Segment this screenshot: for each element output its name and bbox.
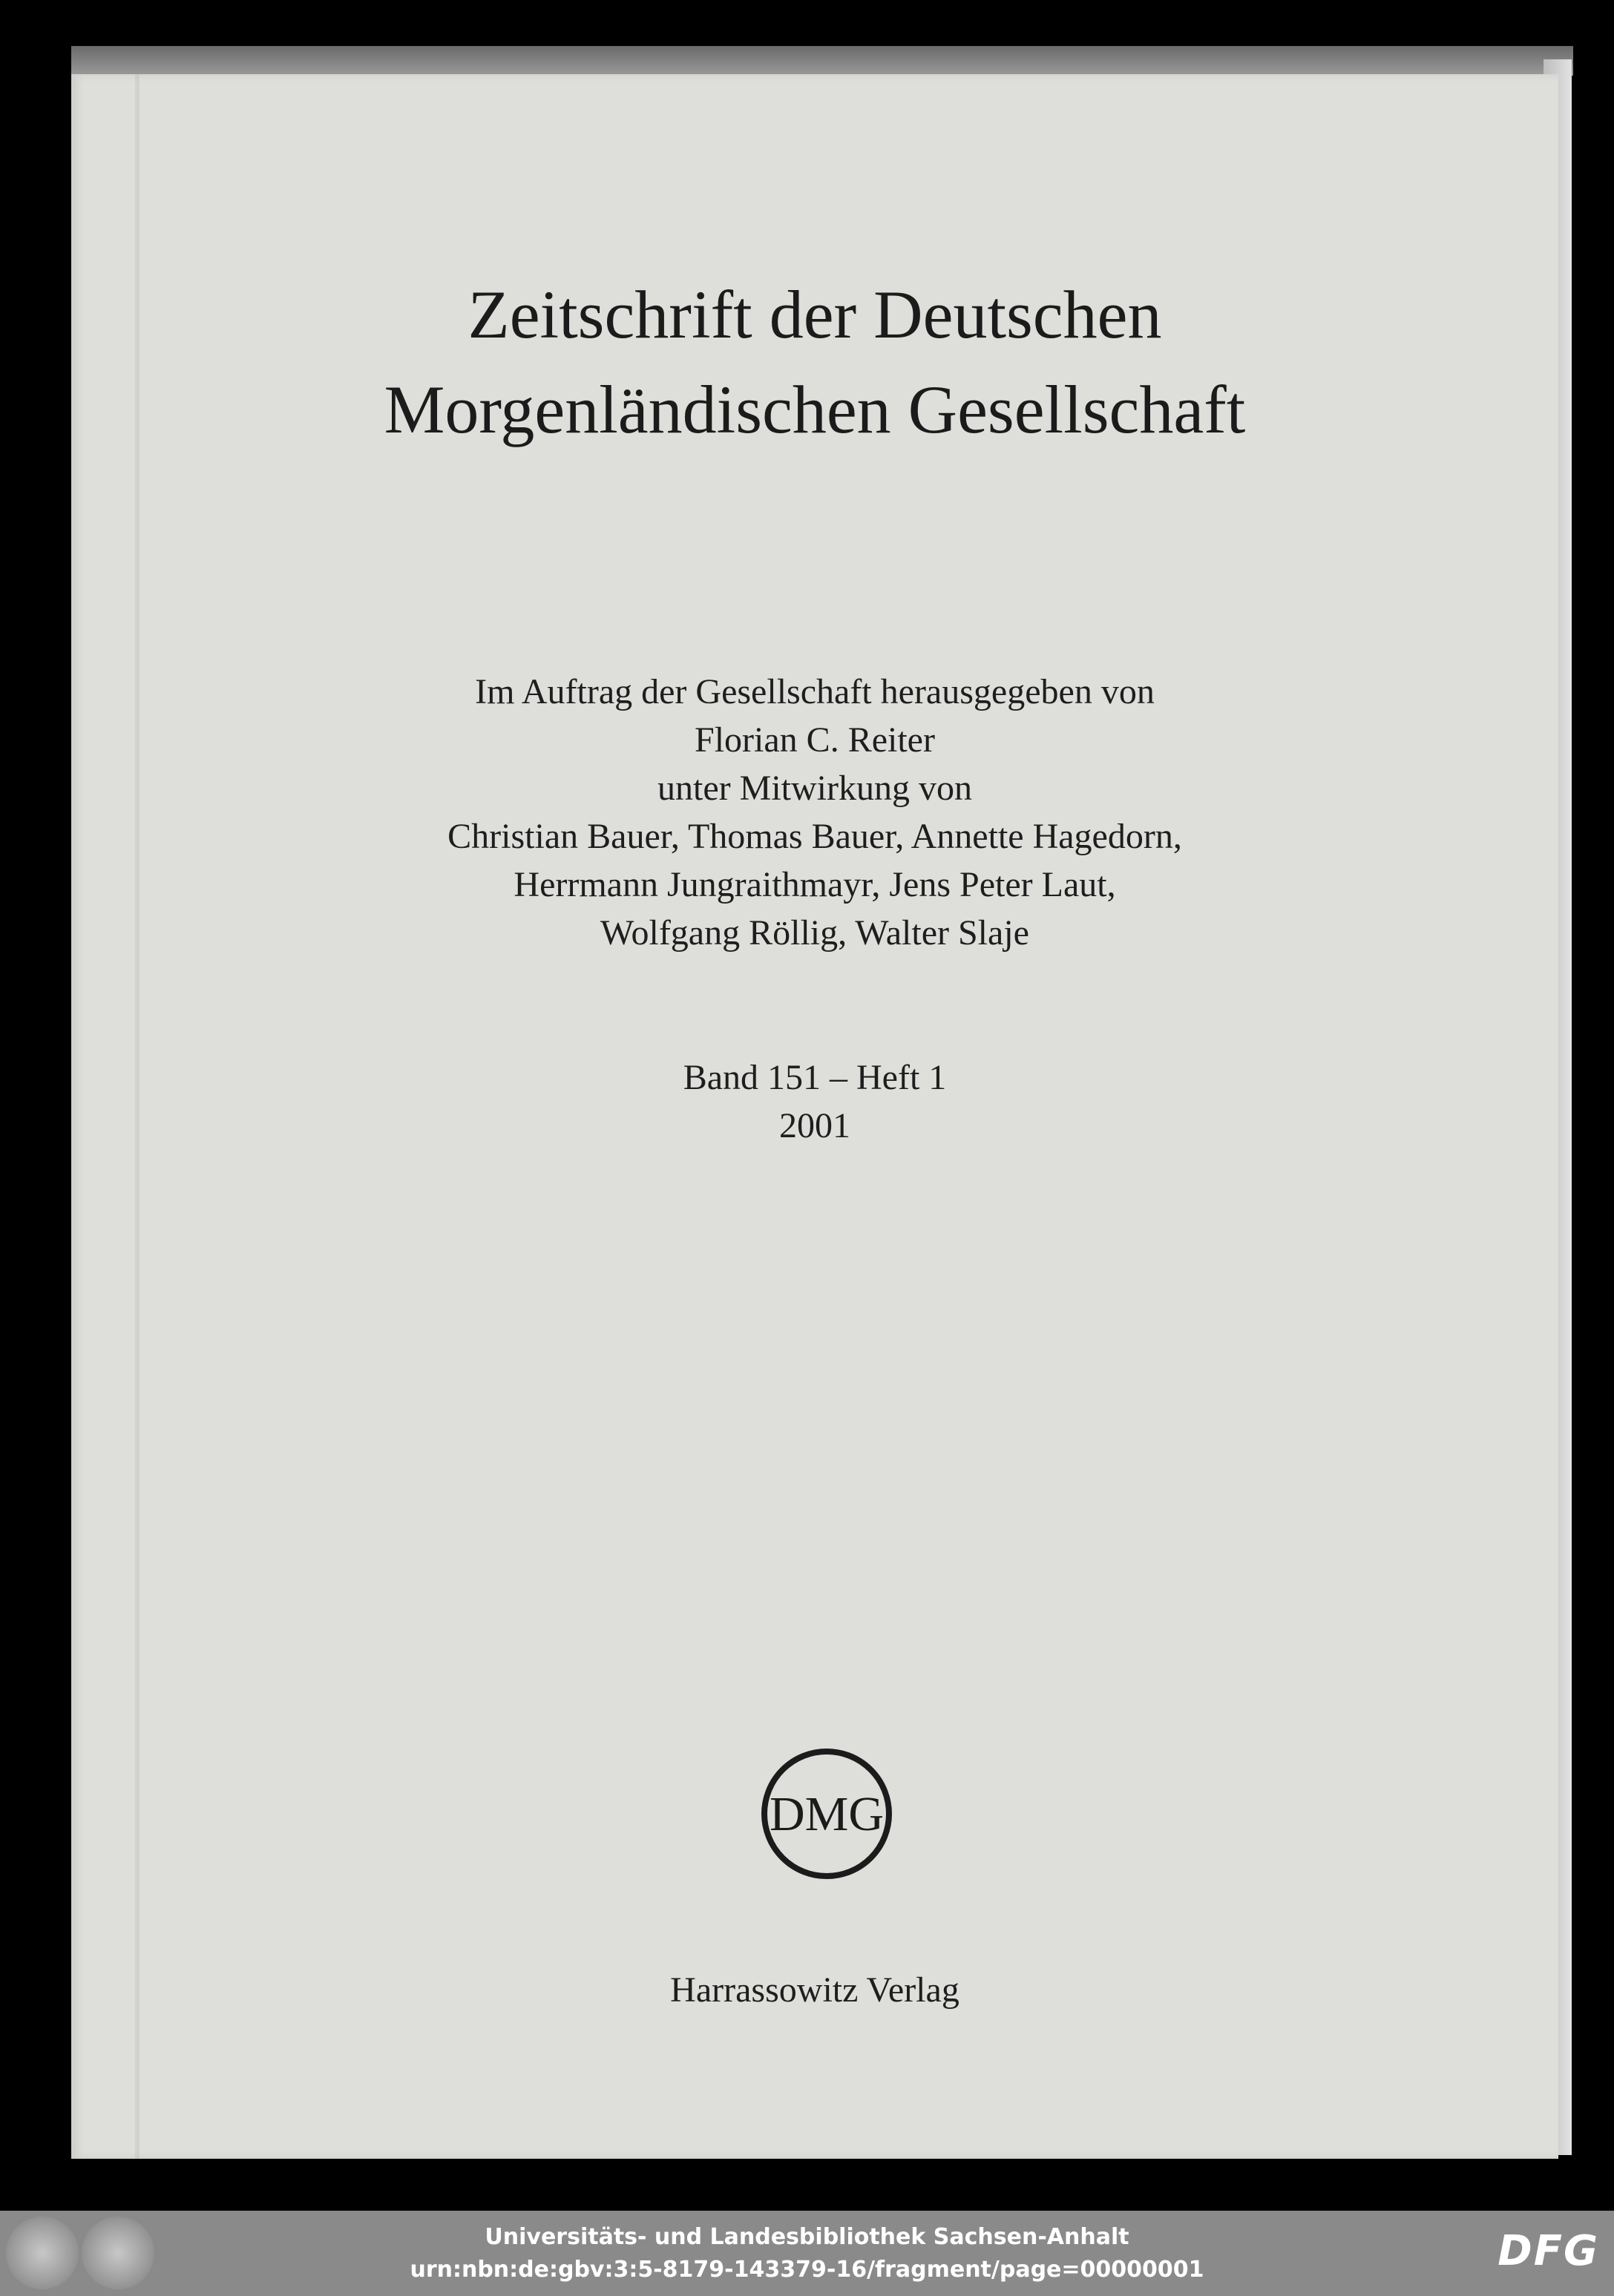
editors-line-6: Wolfgang Röllig, Walter Slaje xyxy=(600,913,1029,953)
dfg-logo: DFG xyxy=(1497,2227,1599,2275)
issue-year: 2001 xyxy=(779,1106,850,1145)
issue-volume: Band 151 – Heft 1 xyxy=(683,1058,947,1097)
library-footer-bar xyxy=(0,2211,1614,2296)
editors-line-1: Im Auftrag der Gesellschaft herausgegeben von xyxy=(475,672,1155,711)
footer-text xyxy=(0,2221,1614,2286)
title-line-2: Morgenländischen Gesellschaft xyxy=(384,372,1246,447)
editors-line-3: unter Mitwirkung von xyxy=(657,769,972,808)
editors-block xyxy=(71,668,1558,957)
editors-line-4: Christian Bauer, Thomas Bauer, Annette Hagedorn, xyxy=(447,817,1182,856)
issue-info xyxy=(71,1053,1558,1150)
page-top-edge xyxy=(71,46,1573,76)
editors-line-5: Herrmann Jungraithmayr, Jens Peter Laut, xyxy=(514,865,1116,904)
journal-cover xyxy=(71,74,1558,2159)
journal-title xyxy=(71,267,1558,457)
title-line-1: Zeitschrift der Deutschen xyxy=(468,277,1162,352)
dmg-logo-text: DMG xyxy=(769,1787,885,1841)
editors-line-2: Florian C. Reiter xyxy=(695,720,935,760)
publisher-name: Harrassowitz Verlag xyxy=(670,1970,959,2010)
library-name: Universitäts- und Landesbibliothek Sachsen-Anhalt xyxy=(485,2224,1129,2250)
dmg-logo-icon xyxy=(760,1747,893,1881)
urn-identifier: urn:nbn:de:gbv:3:5-8179-143379-16/fragment/page=00000001 xyxy=(410,2257,1204,2283)
